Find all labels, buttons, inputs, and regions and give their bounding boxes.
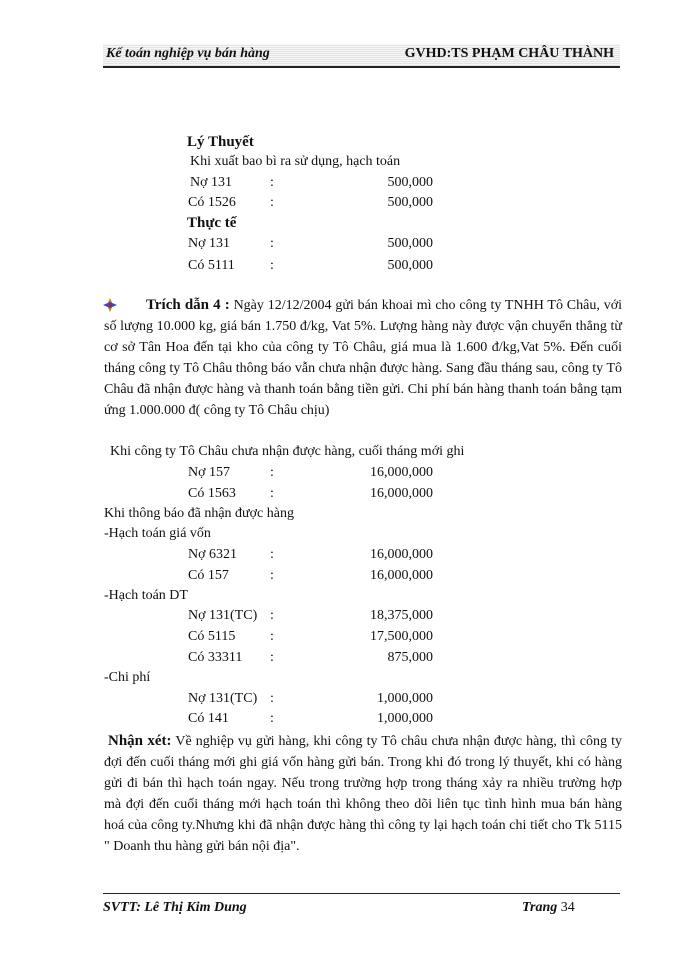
theory-row-1-colon: : bbox=[270, 175, 274, 190]
not-received-row-1-amount: 16,000,000 bbox=[370, 465, 433, 480]
actual-row-2-amount: 500,000 bbox=[387, 258, 433, 273]
not-received-intro: Khi công ty Tô Châu chưa nhận được hàng, cuối tháng mới ghi bbox=[110, 444, 465, 459]
page-header bbox=[103, 44, 620, 68]
actual-row-1-amount: 500,000 bbox=[387, 236, 433, 251]
comment-text: Về nghiệp vụ gửi hàng, khi công ty Tô châu chưa nhận được hàng, thì công ty đợi đến cuối tháng mới ghi giá vốn hàng gửi bán. Trong khi đó trong lý thuyết, khi có hàng gửi đi bán thì hạch toán ngay. Nếu trong trường hợp trong tháng xảy ra nhiều trường hợp mà đợi đến cuối tháng mới hạch toán thì không theo dõi liên tục tình hình mua bán hàng hoá của công ty.Nhưng khi đã nhận được hàng thì công ty lại hạch toán chi tiết cho Tk 5115 " Doanh thu hàng gửi bán nội địa". bbox=[104, 734, 622, 854]
cost-row-1-account: Nợ 6321 bbox=[188, 547, 238, 562]
actual-row-1-account: Nợ 131 bbox=[188, 236, 231, 251]
comment-paragraph bbox=[104, 731, 622, 857]
received-intro: Khi thông báo đã nhận được hàng bbox=[104, 506, 294, 521]
header-left: Kế toán nghiệp vụ bán hàng bbox=[106, 46, 270, 61]
expense-row-1-account: Nợ 131(TC) bbox=[188, 691, 258, 706]
footer-author: SVTT: Lê Thị Kim Dung bbox=[103, 900, 247, 915]
expense-label: -Chi phí bbox=[104, 670, 151, 685]
theory-row-1-amount: 500,000 bbox=[387, 175, 433, 190]
revenue-label: -Hạch toán DT bbox=[104, 588, 188, 603]
not-received-row-2-colon: : bbox=[270, 486, 274, 501]
not-received-row-1-account: Nợ 157 bbox=[188, 465, 231, 480]
revenue-row-3-account: Có 33311 bbox=[188, 650, 243, 665]
excerpt-paragraph bbox=[104, 295, 622, 421]
revenue-row-3-amount: 875,000 bbox=[387, 650, 433, 665]
theory-intro: Khi xuất bao bì ra sử dụng, hạch toán bbox=[190, 154, 401, 169]
expense-row-2-account: Có 141 bbox=[188, 711, 229, 726]
not-received-row-1-colon: : bbox=[270, 465, 274, 480]
not-received-row-2-account: Có 1563 bbox=[188, 486, 236, 501]
revenue-row-3-colon: : bbox=[270, 650, 274, 665]
actual-row-2-account: Có 5111 bbox=[188, 258, 235, 273]
header-right: GVHD:TS PHẠM CHÂU THÀNH bbox=[404, 46, 614, 61]
expense-row-2-amount: 1,000,000 bbox=[377, 711, 433, 726]
actual-heading: Thực tế bbox=[187, 215, 237, 231]
actual-row-2-colon: : bbox=[270, 258, 274, 273]
footer-rule bbox=[103, 893, 620, 894]
cost-label: -Hạch toán giá vốn bbox=[104, 526, 211, 541]
revenue-row-2-account: Có 5115 bbox=[188, 629, 236, 644]
excerpt-text: Ngày 12/12/2004 gửi bán khoai mì cho công ty TNHH Tô Châu, với số lượng 10.000 kg, giá bán 1.750 đ/kg, Vat 5%. Lượng hàng này được vận chuyển thẳng từ cơ sở Tân Hoa đến tại kho của công ty Tô Châu, giá mua là 1.600 đ/kg,Vat 5%. Đến cuối tháng công ty Tô Châu thông báo vẫn chưa nhận được hàng. Sang đầu tháng sau, công ty Tô Châu đã nhận được hàng và thanh toán bằng tiền gửi. Chi phí bán hàng thanh toán bằng tạm ứng 1.000.000 đ( công ty Tô Châu chịu) bbox=[104, 298, 623, 418]
comment-label: Nhận xét: bbox=[108, 733, 172, 749]
theory-row-1-account: Nợ 131 bbox=[190, 175, 233, 190]
cost-row-1-amount: 16,000,000 bbox=[370, 547, 433, 562]
revenue-row-1-colon: : bbox=[270, 608, 274, 623]
theory-row-2-amount: 500,000 bbox=[387, 195, 433, 210]
excerpt-label: Trích dẫn 4 : bbox=[146, 297, 230, 313]
revenue-row-1-amount: 18,375,000 bbox=[370, 608, 433, 623]
footer-page bbox=[522, 900, 575, 916]
expense-row-1-amount: 1,000,000 bbox=[377, 691, 433, 706]
theory-heading: Lý Thuyết bbox=[187, 134, 254, 150]
theory-row-2-colon: : bbox=[270, 195, 274, 210]
not-received-row-2-amount: 16,000,000 bbox=[370, 486, 433, 501]
theory-row-2-account: Có 1526 bbox=[188, 195, 236, 210]
cost-row-1-colon: : bbox=[270, 547, 274, 562]
cost-row-2-account: Có 157 bbox=[188, 568, 229, 583]
revenue-row-2-amount: 17,500,000 bbox=[370, 629, 433, 644]
expense-row-2-colon: : bbox=[270, 711, 274, 726]
footer-page-number: 34 bbox=[560, 900, 575, 915]
footer-page-label: Trang bbox=[522, 900, 558, 915]
cost-row-2-amount: 16,000,000 bbox=[370, 568, 433, 583]
actual-row-1-colon: : bbox=[270, 236, 274, 251]
revenue-row-2-colon: : bbox=[270, 629, 274, 644]
expense-row-1-colon: : bbox=[270, 691, 274, 706]
revenue-row-1-account: Nợ 131(TC) bbox=[188, 608, 258, 623]
cost-row-2-colon: : bbox=[270, 568, 274, 583]
